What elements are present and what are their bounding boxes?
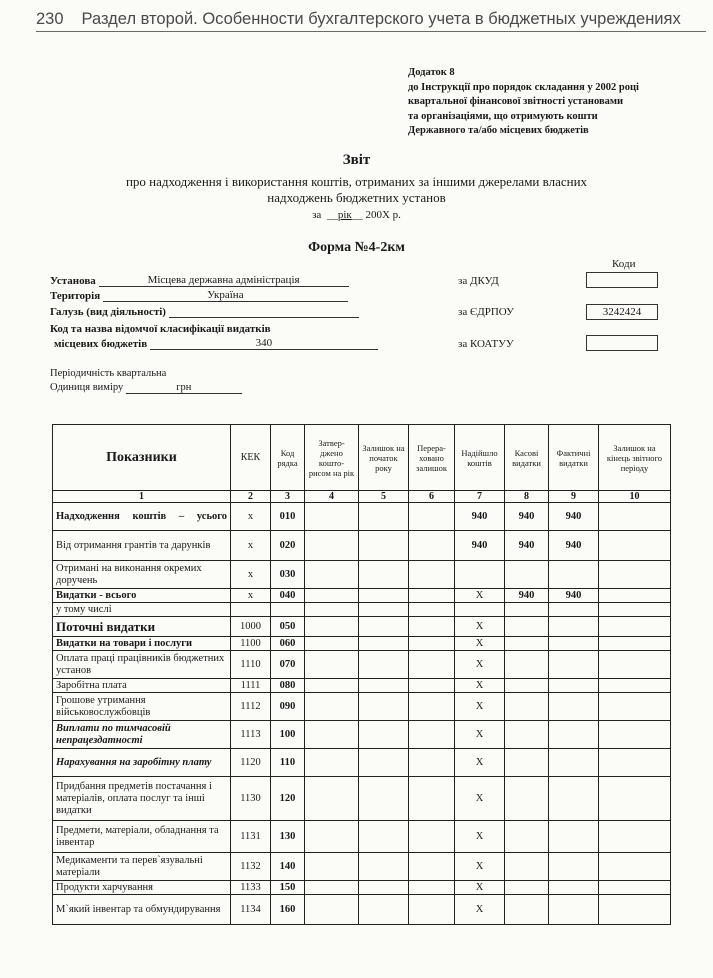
row-actual-expenses xyxy=(549,881,599,895)
row-kek: х xyxy=(231,589,271,603)
table-row xyxy=(53,749,671,777)
row-transferred xyxy=(409,721,455,749)
row-transferred xyxy=(409,749,455,777)
row-balance-end xyxy=(599,895,671,925)
classification-label-2: місцевих бюджетів xyxy=(54,338,148,350)
row-approved xyxy=(305,603,359,617)
row-code: 100 xyxy=(271,721,305,749)
column-number: 7 xyxy=(455,491,505,503)
row-received xyxy=(455,561,505,589)
row-balance-start xyxy=(359,693,409,721)
row-approved xyxy=(305,561,359,589)
table-row xyxy=(53,617,671,637)
appendix-note xyxy=(408,66,639,139)
table-row xyxy=(53,531,671,561)
row-transferred xyxy=(409,693,455,721)
row-kek: 1130 xyxy=(231,777,271,821)
row-actual-expenses: 940 xyxy=(549,503,599,531)
row-actual-expenses xyxy=(549,853,599,881)
row-received: Х xyxy=(455,895,505,925)
row-code: 060 xyxy=(271,637,305,651)
row-approved xyxy=(305,821,359,853)
row-cash-expenses xyxy=(505,651,549,679)
row-label: Грошове утримання військовослужбовців xyxy=(53,693,231,721)
row-kek: 1100 xyxy=(231,637,271,651)
row-transferred xyxy=(409,679,455,693)
row-kek: х xyxy=(231,561,271,589)
unit-label: Одиниця виміру xyxy=(50,382,124,393)
row-actual-expenses: 940 xyxy=(549,589,599,603)
row-cash-expenses xyxy=(505,679,549,693)
row-cash-expenses xyxy=(505,693,549,721)
row-cash-expenses: 940 xyxy=(505,503,549,531)
table-row xyxy=(53,651,671,679)
row-code xyxy=(271,603,305,617)
row-approved xyxy=(305,503,359,531)
row-received: Х xyxy=(455,777,505,821)
row-balance-end xyxy=(599,721,671,749)
header-transferred: Перера-ховано залишок xyxy=(409,425,455,491)
table-row xyxy=(53,561,671,589)
row-received: Х xyxy=(455,881,505,895)
row-transferred xyxy=(409,777,455,821)
row-balance-end xyxy=(599,637,671,651)
institution-field xyxy=(50,274,349,287)
row-cash-expenses xyxy=(505,777,549,821)
table-row xyxy=(53,853,671,881)
header-actual-expenses: Фактичні видатки xyxy=(549,425,599,491)
row-cash-expenses xyxy=(505,881,549,895)
period-prefix: за xyxy=(312,209,322,221)
table-header-row xyxy=(53,425,671,491)
appendix-line: Додаток 8 xyxy=(408,67,455,78)
row-cash-expenses: 940 xyxy=(505,531,549,561)
row-balance-start xyxy=(359,895,409,925)
row-actual-expenses xyxy=(549,651,599,679)
row-label: Предмети, матеріали, обладнання та інвентар xyxy=(53,821,231,853)
row-code: 070 xyxy=(271,651,305,679)
section-title: Раздел второй. Особенности бухгалтерского учета в бюджетных учреждениях xyxy=(81,10,681,28)
period-suffix: 200Х р. xyxy=(365,209,401,221)
row-kek: 1110 xyxy=(231,651,271,679)
row-kek: 1134 xyxy=(231,895,271,925)
territory-field xyxy=(50,289,348,302)
row-actual-expenses: 940 xyxy=(549,531,599,561)
row-kek xyxy=(231,603,271,617)
row-received: 940 xyxy=(455,503,505,531)
row-transferred xyxy=(409,821,455,853)
row-label: М`який інвентар та обмундирування xyxy=(53,895,231,925)
row-balance-start xyxy=(359,721,409,749)
edrpou-label: за ЄДРПОУ xyxy=(458,306,514,318)
header-approved: Затвер-джено кошто-рисом на рік xyxy=(305,425,359,491)
dkud-code-box xyxy=(586,272,658,288)
row-actual-expenses xyxy=(549,721,599,749)
row-received: Х xyxy=(455,721,505,749)
row-actual-expenses xyxy=(549,637,599,651)
row-cash-expenses xyxy=(505,853,549,881)
row-balance-end xyxy=(599,603,671,617)
row-approved xyxy=(305,589,359,603)
row-received: Х xyxy=(455,589,505,603)
row-balance-end xyxy=(599,589,671,603)
row-code: 080 xyxy=(271,679,305,693)
appendix-line: квартальної фінансової звітності установами xyxy=(408,96,624,107)
row-received: 940 xyxy=(455,531,505,561)
row-kek: 1132 xyxy=(231,853,271,881)
row-kek: 1131 xyxy=(231,821,271,853)
row-transferred xyxy=(409,589,455,603)
row-balance-end xyxy=(599,777,671,821)
header-cash-expenses: Касові видатки xyxy=(505,425,549,491)
row-code: 150 xyxy=(271,881,305,895)
industry-value xyxy=(169,317,359,318)
column-number: 3 xyxy=(271,491,305,503)
report-subtitle-line-2: надходжень бюджетних установ xyxy=(267,190,446,205)
row-label: Оплата праці працівників бюджетних установ xyxy=(53,651,231,679)
row-label: Медикаменти та перев`язувальні матеріали xyxy=(53,853,231,881)
period-value: рік xyxy=(337,209,352,221)
industry-label: Галузь (вид діяльності) xyxy=(50,306,166,318)
row-approved xyxy=(305,881,359,895)
row-cash-expenses xyxy=(505,603,549,617)
row-received: Х xyxy=(455,617,505,637)
report-subtitle xyxy=(0,174,713,206)
row-code: 120 xyxy=(271,777,305,821)
row-label: Від отримання грантів та дарунків xyxy=(53,531,231,561)
table-row xyxy=(53,721,671,749)
row-balance-start xyxy=(359,679,409,693)
row-balance-end xyxy=(599,617,671,637)
row-cash-expenses xyxy=(505,721,549,749)
table-row xyxy=(53,895,671,925)
industry-field xyxy=(50,306,359,318)
row-balance-start xyxy=(359,853,409,881)
row-received: Х xyxy=(455,749,505,777)
page-number: 230 xyxy=(36,10,64,28)
row-received: Х xyxy=(455,651,505,679)
row-balance-start xyxy=(359,589,409,603)
table-row xyxy=(53,693,671,721)
table-body xyxy=(53,503,671,925)
column-number: 1 xyxy=(53,491,231,503)
table-row xyxy=(53,881,671,895)
row-received: Х xyxy=(455,637,505,651)
report-title: Звіт xyxy=(342,152,371,168)
classification-field-label xyxy=(50,323,271,335)
row-approved xyxy=(305,895,359,925)
row-received: Х xyxy=(455,679,505,693)
row-code: 050 xyxy=(271,617,305,637)
unit-value: грн xyxy=(126,382,242,394)
row-approved xyxy=(305,777,359,821)
row-code: 030 xyxy=(271,561,305,589)
row-actual-expenses xyxy=(549,895,599,925)
edrpou-code-box: 3242424 xyxy=(586,304,658,320)
header-balance-end: Залишок на кінець звітного періоду xyxy=(599,425,671,491)
row-label: Заробітна плата xyxy=(53,679,231,693)
row-cash-expenses xyxy=(505,617,549,637)
row-approved xyxy=(305,617,359,637)
row-balance-end xyxy=(599,749,671,777)
column-number: 9 xyxy=(549,491,599,503)
row-balance-start xyxy=(359,603,409,617)
row-kek: х xyxy=(231,503,271,531)
row-balance-end xyxy=(599,561,671,589)
row-balance-start xyxy=(359,749,409,777)
row-code: 090 xyxy=(271,693,305,721)
row-balance-end xyxy=(599,853,671,881)
row-kek: х xyxy=(231,531,271,561)
row-transferred xyxy=(409,881,455,895)
report-subtitle-line-1: про надходження і використання коштів, отриманих за іншими джерелами власних xyxy=(125,174,588,189)
row-received: Х xyxy=(455,853,505,881)
appendix-line: та організаціями, що отримують кошти xyxy=(408,110,598,122)
classification-label-1: Код та назва відомчої класифікації видатків xyxy=(50,323,271,335)
row-label: Надходження коштів – усього xyxy=(53,503,231,531)
periodicity: Періодичність квартальна xyxy=(50,368,167,379)
row-received xyxy=(455,603,505,617)
row-balance-start xyxy=(359,821,409,853)
unit-field xyxy=(50,382,242,394)
row-balance-start xyxy=(359,777,409,821)
row-transferred xyxy=(409,503,455,531)
table-row xyxy=(53,679,671,693)
row-balance-start xyxy=(359,617,409,637)
row-balance-start xyxy=(359,637,409,651)
appendix-line: Державного та/або місцевих бюджетів xyxy=(408,125,589,136)
row-kek: 1133 xyxy=(231,881,271,895)
row-balance-end xyxy=(599,679,671,693)
row-label: Виплати по тимчасовій непрацездатності xyxy=(53,721,231,749)
row-label: Отримані на виконання окремих доручень xyxy=(53,561,231,589)
table-row xyxy=(53,503,671,531)
koatuu-code-box xyxy=(586,335,658,351)
row-balance-start xyxy=(359,531,409,561)
dkud-label: за ДКУД xyxy=(458,275,499,287)
row-kek: 1111 xyxy=(231,679,271,693)
row-cash-expenses xyxy=(505,749,549,777)
row-label: у тому числі xyxy=(53,603,231,617)
row-actual-expenses xyxy=(549,821,599,853)
row-cash-expenses: 940 xyxy=(505,589,549,603)
row-transferred xyxy=(409,603,455,617)
header-kek: КЕК xyxy=(231,425,271,491)
row-code: 160 xyxy=(271,895,305,925)
row-code: 010 xyxy=(271,503,305,531)
form-title: Форма №4-2км xyxy=(308,240,405,255)
row-cash-expenses xyxy=(505,637,549,651)
row-balance-end xyxy=(599,693,671,721)
row-balance-start xyxy=(359,881,409,895)
row-balance-start xyxy=(359,651,409,679)
classification-value: 340 xyxy=(150,337,378,350)
row-actual-expenses xyxy=(549,617,599,637)
row-approved xyxy=(305,693,359,721)
table-row xyxy=(53,777,671,821)
row-balance-end xyxy=(599,881,671,895)
column-number: 8 xyxy=(505,491,549,503)
row-approved xyxy=(305,651,359,679)
header-row-code: Код рядка xyxy=(271,425,305,491)
row-balance-end xyxy=(599,821,671,853)
classification-field xyxy=(54,337,378,350)
row-transferred xyxy=(409,531,455,561)
header-balance-start: Залишок на початок року xyxy=(359,425,409,491)
institution-value: Місцева державна адміністрація xyxy=(99,274,349,287)
running-head xyxy=(36,10,706,32)
row-actual-expenses xyxy=(549,561,599,589)
row-code: 110 xyxy=(271,749,305,777)
row-balance-end xyxy=(599,531,671,561)
row-balance-end xyxy=(599,651,671,679)
column-number-row xyxy=(53,491,671,503)
header-received: Надійшло коштів xyxy=(455,425,505,491)
codes-label: Коди xyxy=(612,258,636,270)
koatuu-label: за КОАТУУ xyxy=(458,338,514,350)
row-approved xyxy=(305,531,359,561)
row-label: Видатки - всього xyxy=(53,589,231,603)
row-actual-expenses xyxy=(549,749,599,777)
row-kek: 1113 xyxy=(231,721,271,749)
row-code: 020 xyxy=(271,531,305,561)
row-code: 040 xyxy=(271,589,305,603)
table-row xyxy=(53,821,671,853)
row-balance-end xyxy=(599,503,671,531)
row-balance-start xyxy=(359,561,409,589)
row-kek: 1000 xyxy=(231,617,271,637)
row-actual-expenses xyxy=(549,777,599,821)
row-approved xyxy=(305,721,359,749)
column-number: 6 xyxy=(409,491,455,503)
row-cash-expenses xyxy=(505,821,549,853)
report-table xyxy=(52,424,671,925)
row-transferred xyxy=(409,853,455,881)
column-number: 10 xyxy=(599,491,671,503)
row-kek: 1120 xyxy=(231,749,271,777)
row-received: Х xyxy=(455,693,505,721)
territory-label: Територія xyxy=(50,290,101,302)
row-approved xyxy=(305,749,359,777)
row-actual-expenses xyxy=(549,693,599,721)
institution-label: Установа xyxy=(50,275,96,287)
row-transferred xyxy=(409,651,455,679)
table-row xyxy=(53,603,671,617)
row-approved xyxy=(305,679,359,693)
report-period: за __рік__ 200Х р. xyxy=(312,209,401,221)
header-indicators: Показники xyxy=(53,425,231,491)
row-label: Продукти харчування xyxy=(53,881,231,895)
row-code: 130 xyxy=(271,821,305,853)
row-approved xyxy=(305,637,359,651)
row-approved xyxy=(305,853,359,881)
column-number: 2 xyxy=(231,491,271,503)
row-cash-expenses xyxy=(505,561,549,589)
row-cash-expenses xyxy=(505,895,549,925)
row-label: Видатки на товари і послуги xyxy=(53,637,231,651)
row-actual-expenses xyxy=(549,603,599,617)
column-number: 5 xyxy=(359,491,409,503)
appendix-line: до Інструкції про порядок складання у 2002 році xyxy=(408,81,639,93)
row-label: Нарахування на заробітну плату xyxy=(53,749,231,777)
row-actual-expenses xyxy=(549,679,599,693)
table-row xyxy=(53,637,671,651)
row-transferred xyxy=(409,561,455,589)
row-code: 140 xyxy=(271,853,305,881)
row-balance-start xyxy=(359,503,409,531)
row-kek: 1112 xyxy=(231,693,271,721)
territory-value: Україна xyxy=(103,289,348,302)
row-transferred xyxy=(409,617,455,637)
row-received: Х xyxy=(455,821,505,853)
row-label: Придбання предметів постачання і матеріалів, оплата послуг та інші видатки xyxy=(53,777,231,821)
column-number: 4 xyxy=(305,491,359,503)
row-transferred xyxy=(409,895,455,925)
row-label: Поточні видатки xyxy=(53,617,231,637)
row-transferred xyxy=(409,637,455,651)
table-row xyxy=(53,589,671,603)
